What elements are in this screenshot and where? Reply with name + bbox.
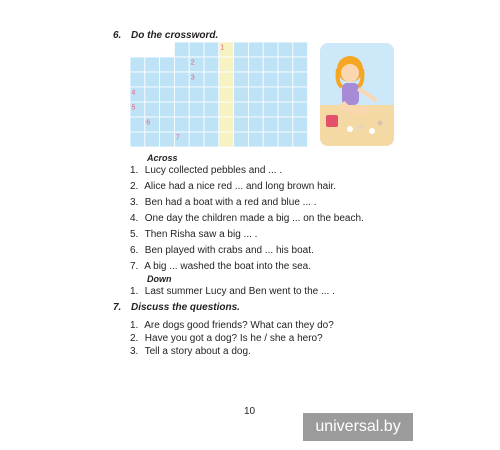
crossword-cell — [204, 42, 219, 57]
exercise-7-number: 7. — [113, 302, 122, 313]
crossword-cell — [160, 57, 175, 72]
crossword-cell — [174, 87, 189, 102]
across-clue-7: 7. A big ... washed the boat into the sea. — [130, 261, 312, 272]
crossword-cell — [248, 57, 263, 72]
crossword-cell — [145, 72, 160, 87]
crossword-cell — [160, 102, 175, 117]
crossword-cell — [160, 117, 175, 132]
crossword-cell — [234, 132, 249, 147]
down-clue-1: 1. Last summer Lucy and Ben went to the ... . — [130, 286, 335, 297]
crossword-cell — [263, 42, 278, 57]
down-clue-list — [130, 284, 335, 300]
crossword-cell — [130, 132, 145, 147]
crossword-cell — [278, 102, 293, 117]
crossword-cell — [293, 57, 308, 72]
crossword-cell — [234, 57, 249, 72]
crossword-cell — [204, 117, 219, 132]
crossword-cell — [278, 42, 293, 57]
crossword-cell — [248, 72, 263, 87]
across-heading: Across — [147, 153, 178, 163]
across-clue-5: 5. Then Risha saw a big ... . — [130, 229, 258, 240]
crossword-cell — [174, 72, 189, 87]
page-number: 10 — [244, 406, 256, 417]
crossword-cell — [234, 102, 249, 117]
crossword-cell — [130, 57, 145, 72]
crossword-cell — [145, 57, 160, 72]
crossword-cell — [263, 57, 278, 72]
crossword-cell — [219, 102, 234, 117]
crossword-cell — [293, 102, 308, 117]
crossword-cell — [174, 57, 189, 72]
crossword-number: 7 — [175, 134, 180, 142]
watermark: universal.by — [303, 413, 413, 441]
crossword-cell — [130, 117, 145, 132]
discussion-question-list — [130, 319, 334, 358]
crossword-number: 2 — [190, 59, 195, 67]
across-clue-list — [130, 163, 364, 275]
crossword-cell — [248, 87, 263, 102]
crossword-cell — [204, 72, 219, 87]
crossword-cell — [293, 87, 308, 102]
crossword-cell — [189, 42, 204, 57]
crossword-cell — [174, 117, 189, 132]
crossword-number: 6 — [146, 119, 151, 127]
crossword-cell — [204, 102, 219, 117]
crossword-cell — [293, 72, 308, 87]
crossword-cell — [278, 87, 293, 102]
across-clue-2: 2. Alice had a nice red ... and long brown hair. — [130, 181, 337, 192]
crossword-cell — [278, 72, 293, 87]
question-1: 1. Are dogs good friends? What can they do? — [130, 320, 334, 331]
crossword-cell — [145, 87, 160, 102]
crossword-cell — [278, 57, 293, 72]
crossword-cell — [248, 42, 263, 57]
crossword-cell — [174, 102, 189, 117]
question-2: 2. Have you got a dog? Is he / she a hero? — [130, 333, 323, 344]
across-clue-6: 6. Ben played with crabs and ... his boat. — [130, 245, 314, 256]
crossword-cell — [174, 42, 189, 57]
across-clue-1: 1. Lucy collected pebbles and ... . — [130, 165, 283, 176]
crossword-cell — [189, 132, 204, 147]
crossword-cell — [263, 132, 278, 147]
crossword-cell — [234, 42, 249, 57]
crossword-cell — [234, 87, 249, 102]
crossword-cell — [293, 132, 308, 147]
crossword-cell — [160, 132, 175, 147]
question-3: 3. Tell a story about a dog. — [130, 346, 251, 357]
crossword-cell — [189, 117, 204, 132]
crossword-number: 4 — [131, 89, 136, 97]
crossword-cell — [234, 117, 249, 132]
down-heading: Down — [147, 274, 172, 284]
crossword-number: 1 — [220, 44, 225, 52]
crossword-cell — [263, 102, 278, 117]
crossword-cell — [278, 132, 293, 147]
crossword-cell — [219, 87, 234, 102]
exercise-6-title: Do the crossword. — [131, 30, 219, 41]
crossword-cell — [130, 72, 145, 87]
crossword-cell — [263, 117, 278, 132]
crossword-cell — [189, 87, 204, 102]
across-clue-3: 3. Ben had a boat with a red and blue ... . — [130, 197, 317, 208]
crossword-cell — [189, 102, 204, 117]
crossword-cell — [263, 87, 278, 102]
crossword-cell — [204, 57, 219, 72]
girl-on-beach-picture — [320, 43, 394, 146]
crossword-cell — [204, 132, 219, 147]
crossword-cell — [219, 132, 234, 147]
crossword-number: 5 — [131, 104, 136, 112]
crossword-cell — [263, 72, 278, 87]
crossword-cell — [278, 117, 293, 132]
crossword-cell — [204, 87, 219, 102]
crossword-cell — [219, 117, 234, 132]
crossword-cell — [293, 42, 308, 57]
crossword-cell — [248, 102, 263, 117]
crossword-cell — [219, 72, 234, 87]
girl-on-beach-illustration — [320, 43, 394, 146]
exercise-6-number: 6. — [113, 30, 122, 41]
crossword-cell — [234, 72, 249, 87]
crossword-cell — [145, 132, 160, 147]
crossword-cell — [160, 87, 175, 102]
exercise-7-title: Discuss the questions. — [131, 302, 240, 313]
crossword-cell — [145, 102, 160, 117]
across-clue-4: 4. One day the children made a big ... on the beach. — [130, 213, 364, 224]
crossword-cell — [248, 132, 263, 147]
crossword-number: 3 — [190, 74, 195, 82]
crossword-cell — [219, 57, 234, 72]
crossword-cell — [248, 117, 263, 132]
crossword-cell — [293, 117, 308, 132]
crossword-grid — [130, 42, 314, 148]
crossword-cell — [160, 72, 175, 87]
